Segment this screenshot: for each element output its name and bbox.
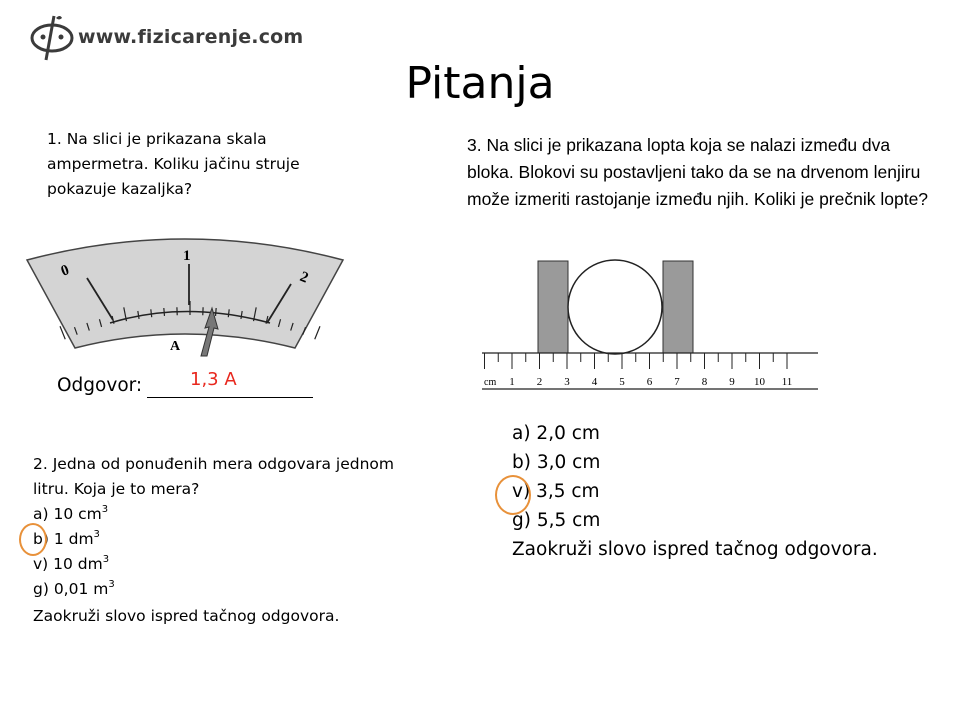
ruler-number: 11 [781,376,793,388]
question-3-options [512,419,878,564]
ruler-number: 6 [646,376,653,388]
ruler-ball-figure [482,255,822,395]
answer-value: 1,3 A [190,369,237,390]
scale-label-0: 0 [58,262,72,280]
q3-option-a: a) 2,0 cm [512,423,600,444]
q2-option-g: g) 0,01 $m^3$ [33,579,115,598]
ruler-unit: cm [484,377,497,388]
answer-label: Odgovor: [57,375,143,396]
ammeter-tick [315,326,320,339]
question-2-line-2: litru. Koja je to mera? [33,480,200,498]
ruler-number: 8 [701,376,708,388]
q3-option-g: g) 5,5 cm [512,510,601,531]
q2-instruction: Zaokruži slovo ispred tačnog odgovora. [33,607,340,625]
ruler-number: 4 [591,376,598,388]
unit-label-A: A [170,339,181,354]
scale-label-2: 2 [297,268,311,287]
q3-option-b: b) 3,0 cm [512,452,601,473]
q2-option-a: a) 10 $cm^3$ [33,504,109,523]
q2-answer-circle [19,523,47,556]
question-1-text: 1. Na slici je prikazana skala ampermetra. Koliku jačinu struje pokazuje kazaljka? [47,130,300,198]
q3-instruction: Zaokruži slovo ispred tačnog odgovora. [512,539,878,560]
ruler-number: 5 [619,376,625,388]
logo-icon [28,12,78,62]
ruler-number: 7 [674,376,680,388]
q3-answer-circle [495,475,531,515]
ammeter-tick [216,308,217,316]
page-title: Pitanja [405,58,555,109]
ruler-number: 1 [509,376,515,388]
ruler-number: 3 [564,376,570,388]
ammeter-tick [164,308,165,316]
scale-label-1: 1 [183,248,191,264]
question-3-text: 3. Na slici je prikazana lopta koja se nalazi između dva bloka. Blokovi su postavljeni tako da se na drvenom lenjiru može izmeriti rastojanje između njih. Koliki je prečnik lopte? [467,135,929,209]
answer-line [147,397,313,398]
logo-text: www.fizicarenje.com [78,26,304,48]
question-2 [33,452,453,629]
ammeter-scale-figure [25,228,345,358]
question-2-line-1: 2. Jedna od ponuđenih mera odgovara jednom [33,455,395,473]
q2-option-v: v) 10 $dm^3$ [33,554,110,573]
q2-option-b: b) 1 $dm^3$ [33,529,100,548]
ruler-number: 9 [729,376,735,388]
ruler-number: 10 [754,376,765,388]
ruler-number: 2 [536,376,543,388]
q3-option-v: v) 3,5 cm [512,481,600,502]
